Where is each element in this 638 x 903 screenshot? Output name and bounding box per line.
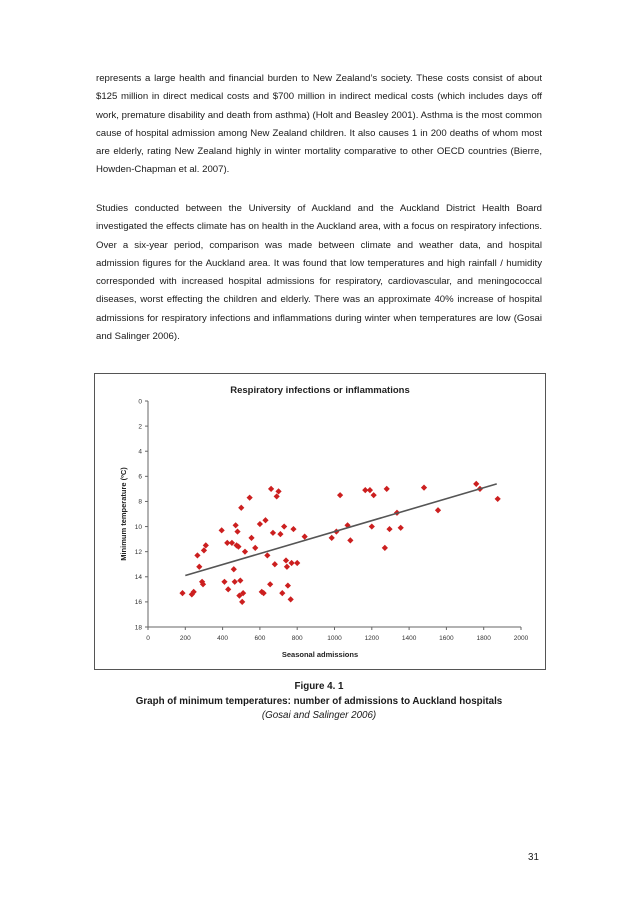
data-point xyxy=(384,486,390,492)
y-tick-label: 6 xyxy=(138,473,142,481)
y-tick-label: 10 xyxy=(134,523,142,531)
data-point xyxy=(257,521,263,527)
data-point xyxy=(234,528,240,534)
data-point xyxy=(225,586,231,592)
x-tick-label: 1000 xyxy=(327,635,342,642)
y-tick-label: 18 xyxy=(134,624,142,632)
data-point xyxy=(294,560,300,566)
data-point xyxy=(421,485,427,491)
data-point xyxy=(248,535,254,541)
data-point xyxy=(179,590,185,596)
data-point xyxy=(283,557,289,563)
data-point xyxy=(347,537,353,543)
data-point xyxy=(237,577,243,583)
data-point xyxy=(233,522,239,528)
data-point xyxy=(201,547,207,553)
chart-title: Respiratory infections or inflammations xyxy=(230,385,410,396)
figure-title: Graph of minimum temperatures: number of admissions to Auckland hospitals xyxy=(135,696,503,707)
figure-box xyxy=(94,373,546,670)
data-point xyxy=(262,517,268,523)
data-point xyxy=(252,545,258,551)
x-tick-label: 200 xyxy=(179,635,191,642)
paragraph-1: represents a large health and financial burden to New Zealand’s society. These costs consist of about $125 million in direct medical costs and $700 million in indirect medical costs (which includes days off work, premature disability and death from asthma) (Holt and Beasley 2001). Asthma is the most common cause of hospital admission among New Zealand children. It also causes 1 in 200 deaths of whom most are elderly, rating New Zealand highly in winter mortality comparative to other OECD countries (Bierre, Howden-Chapman et al. 2007). xyxy=(96,73,542,176)
data-point xyxy=(277,531,283,537)
x-tick-label: 400 xyxy=(217,635,229,642)
x-tick-label: 0 xyxy=(146,635,150,642)
data-point xyxy=(231,566,237,572)
data-point xyxy=(279,590,285,596)
data-point xyxy=(435,507,441,513)
y-tick-label: 16 xyxy=(134,599,142,607)
data-point xyxy=(239,599,245,605)
data-point xyxy=(274,493,280,499)
data-point xyxy=(473,481,479,487)
data-points xyxy=(179,481,500,605)
data-point xyxy=(285,582,291,588)
data-point xyxy=(247,495,253,501)
data-point xyxy=(302,534,308,540)
y-tick-label: 4 xyxy=(138,448,142,456)
trendline-line xyxy=(185,484,496,576)
data-point xyxy=(337,492,343,498)
y-tick-label: 14 xyxy=(134,574,142,582)
data-point xyxy=(270,530,276,536)
data-point xyxy=(369,523,375,529)
chart-axes xyxy=(135,398,529,642)
data-point xyxy=(398,525,404,531)
data-point xyxy=(289,560,295,566)
data-point xyxy=(194,552,200,558)
data-point xyxy=(367,487,373,493)
paragraph-2: Studies conducted between the University of Auckland and the Auckland District Health Board investigated the effects climate has on health in the Auckland area, with a focus on respiratory infections. Over a six-year period, comparison was made between climate and weather data, and hospital admission figures for the Auckland area. It was found that low temperatures and high rainfall / humidity corresponded with increased hospital admissions for respiratory, cardiovascular, and meningococcal diseases, worst effecting the children and elderly. There was an approximate 40% increase of hospital admissions for respiratory infections and inflammations during winter when temperatures are low (Gosai and Salinger 2006). xyxy=(96,203,542,343)
data-point xyxy=(219,527,225,533)
data-point xyxy=(268,486,274,492)
y-tick-label: 0 xyxy=(138,398,142,406)
x-tick-label: 1800 xyxy=(476,635,491,642)
data-point xyxy=(495,496,501,502)
data-point xyxy=(290,526,296,532)
page-number: 31 xyxy=(528,852,539,863)
x-tick-label: 1400 xyxy=(401,635,417,642)
data-point xyxy=(232,579,238,585)
y-tick-label: 12 xyxy=(134,548,142,556)
data-point xyxy=(281,523,287,529)
data-point xyxy=(272,561,278,567)
data-point xyxy=(238,505,244,511)
data-point xyxy=(284,564,290,570)
data-point xyxy=(371,492,377,498)
x-tick-label: 1200 xyxy=(364,635,380,642)
y-axis-label: Minimum temperature (ºC) xyxy=(119,467,128,561)
data-point xyxy=(382,545,388,551)
data-point xyxy=(264,552,270,558)
data-point xyxy=(221,579,227,585)
x-tick-label: 600 xyxy=(254,635,266,642)
data-point xyxy=(275,488,281,494)
y-tick-label: 8 xyxy=(138,498,142,506)
x-tick-label: 1600 xyxy=(439,635,454,642)
figure-source: (Gosai and Salinger 2006) xyxy=(261,710,377,721)
trendline xyxy=(185,484,496,576)
x-tick-label: 800 xyxy=(291,635,303,642)
scatter-chart xyxy=(95,374,545,669)
data-point xyxy=(288,596,294,602)
x-axis-label: Seasonal admissions xyxy=(281,650,359,659)
data-point xyxy=(267,581,273,587)
data-point xyxy=(386,526,392,532)
y-tick-label: 2 xyxy=(138,423,142,431)
figure-number: Figure 4. 1 xyxy=(294,681,344,692)
data-point xyxy=(203,542,209,548)
data-point xyxy=(196,564,202,570)
data-point xyxy=(242,549,248,555)
x-tick-label: 2000 xyxy=(513,635,529,642)
data-point xyxy=(329,535,335,541)
